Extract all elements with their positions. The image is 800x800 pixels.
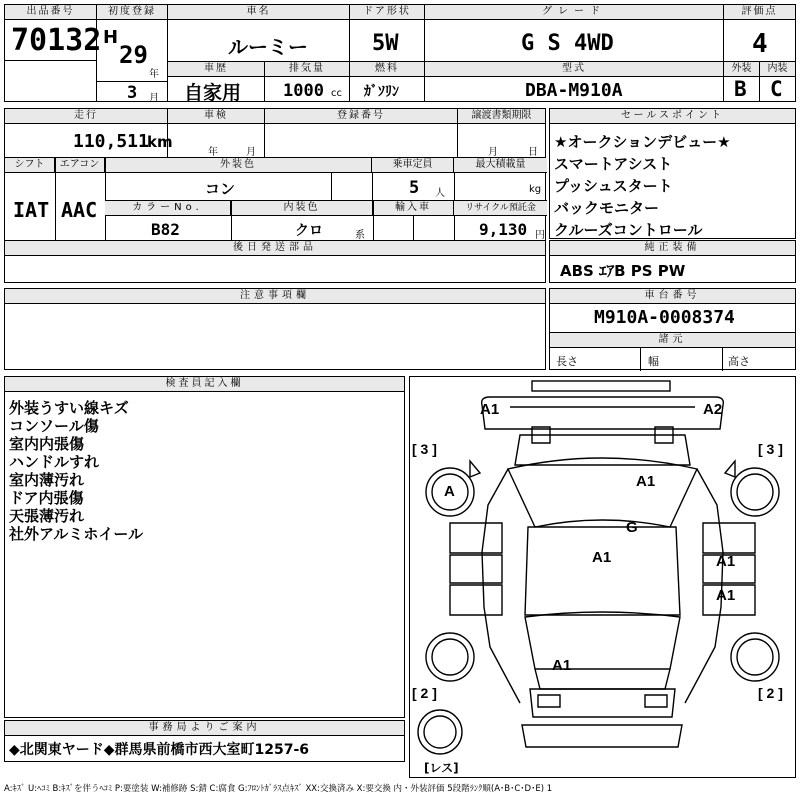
door-type: 5W bbox=[372, 31, 399, 56]
plate-box bbox=[264, 108, 458, 158]
door-box bbox=[349, 4, 425, 62]
capacity-unit: 人 bbox=[435, 188, 445, 199]
damage-mark: G bbox=[626, 519, 638, 536]
damage-mark: A1 bbox=[552, 657, 572, 674]
year-unit: 年 bbox=[149, 69, 159, 80]
seat-count-bracket: [ 2 ] bbox=[758, 685, 783, 701]
damage-mark: A2 bbox=[703, 401, 723, 418]
fuel: ｶﾞｿﾘﾝ bbox=[364, 84, 399, 100]
lot-number: 70132 bbox=[11, 23, 102, 58]
spec-length: 長さ bbox=[556, 355, 578, 368]
office-label: 事務局よりご案内 bbox=[5, 721, 404, 736]
model-box bbox=[424, 61, 724, 102]
damage-mark: A bbox=[444, 483, 455, 500]
damage-mark: A1 bbox=[716, 553, 736, 570]
import-label: 輸入車 bbox=[373, 201, 454, 216]
max-load-unit: kg bbox=[529, 184, 542, 195]
recycle-unit: 円 bbox=[535, 230, 545, 241]
damage-mark: A1 bbox=[636, 473, 656, 490]
mileage-unit: km bbox=[147, 133, 173, 151]
inspector-line: 室内内張傷 bbox=[9, 435, 85, 453]
inspector-line: ドア内張傷 bbox=[9, 489, 84, 507]
inspector-line: 外装うすい線キズ bbox=[9, 399, 129, 417]
mileage-label: 走行 bbox=[5, 109, 167, 124]
genuine-equipment: ABS ｴｱB PS PW bbox=[560, 262, 686, 280]
genuine-equipment-box bbox=[549, 240, 796, 283]
shift: IAT bbox=[13, 198, 50, 222]
inspection-month-unit: 月 bbox=[246, 147, 256, 158]
exterior-grade-box bbox=[723, 61, 760, 102]
mileage: 110,511 bbox=[73, 131, 149, 152]
sales-point-item: バックモニター bbox=[554, 199, 660, 217]
sales-point-item: ★オークションデビュー★ bbox=[554, 133, 731, 151]
score-box bbox=[723, 4, 796, 62]
seat-count-bracket: [ 3 ] bbox=[758, 441, 783, 457]
mileage-box bbox=[4, 108, 173, 158]
seat-count-bracket: [ 2 ] bbox=[412, 685, 437, 701]
car-name-label: 車名 bbox=[168, 5, 349, 20]
damage-mark: A1 bbox=[480, 401, 500, 418]
history-box bbox=[167, 61, 265, 102]
registration-year: 29 bbox=[119, 41, 148, 69]
later-parts-label: 後日発送部品 bbox=[5, 241, 545, 256]
ac-label: エアコン bbox=[55, 158, 105, 173]
spare-tire-label: [レス] bbox=[424, 761, 459, 775]
inspector-box bbox=[4, 376, 405, 718]
inspector-line: 室内薄汚れ bbox=[9, 471, 85, 489]
model: DBA-M910A bbox=[525, 80, 623, 101]
displacement-label: 排気量 bbox=[265, 62, 349, 77]
history-label: 車歴 bbox=[168, 62, 264, 77]
sales-points-label: セールスポイント bbox=[550, 109, 795, 124]
genuine-equipment-label: 純正装備 bbox=[550, 241, 795, 256]
car-diagram bbox=[410, 377, 795, 777]
transfer-month-unit: 月 bbox=[488, 147, 498, 158]
chassis-label: 車台番号 bbox=[550, 289, 795, 304]
lot-number-label: 出品番号 bbox=[5, 5, 96, 20]
inspector-line: ハンドルすれ bbox=[9, 453, 100, 471]
car-name: ルーミー bbox=[228, 35, 308, 59]
seat-count-bracket: [ 3 ] bbox=[412, 441, 437, 457]
damage-mark: A1 bbox=[716, 587, 736, 604]
month-unit: 月 bbox=[149, 93, 159, 104]
sales-point-item: プッシュスタート bbox=[554, 177, 673, 195]
lot-lower-box bbox=[4, 60, 97, 102]
plate-label: 登録番号 bbox=[265, 109, 457, 124]
later-parts-box bbox=[4, 240, 546, 283]
int-color: クロ bbox=[295, 223, 323, 239]
inspection-box bbox=[167, 108, 265, 158]
ext-color: コン bbox=[205, 180, 236, 198]
inspector-label: 検査員記入欄 bbox=[5, 377, 404, 392]
recycle: 9,130 bbox=[479, 220, 528, 239]
era-label: H bbox=[103, 27, 119, 48]
chassis-box bbox=[549, 288, 796, 370]
int-color-unit: 系 bbox=[355, 230, 365, 241]
first-registration-box bbox=[96, 4, 168, 102]
car-diagram-box bbox=[409, 376, 796, 778]
interior-grade: C bbox=[770, 77, 783, 101]
exterior-grade-label: 外装 bbox=[724, 62, 759, 77]
interior-grade-box bbox=[759, 61, 796, 102]
fuel-box bbox=[349, 61, 425, 102]
model-label: 型式 bbox=[425, 62, 723, 77]
capacity-label: 乗車定員 bbox=[372, 158, 454, 173]
spec-height: 高さ bbox=[728, 355, 750, 368]
sales-point-item: スマートアシスト bbox=[554, 155, 673, 173]
score-label: 評価点 bbox=[724, 5, 795, 20]
int-color-label: 内装色 bbox=[231, 201, 373, 216]
damage-mark: A1 bbox=[592, 549, 612, 566]
sales-point-item: クルーズコントロール bbox=[554, 221, 703, 239]
inspector-line: 天張薄汚れ bbox=[9, 507, 85, 525]
displacement-unit: cc bbox=[331, 88, 342, 99]
office-box bbox=[4, 720, 405, 762]
sales-points-box bbox=[549, 108, 796, 239]
grade-label: グレード bbox=[425, 5, 723, 20]
interior-grade-label: 内装 bbox=[760, 62, 795, 77]
car-name-box bbox=[167, 4, 350, 62]
specs-label: 諸元 bbox=[550, 332, 795, 348]
door-label: ドア形状 bbox=[350, 5, 424, 20]
recycle-label: リサイクル預託金 bbox=[454, 201, 547, 216]
registration-month: 3 bbox=[127, 83, 138, 103]
spec-width: 幅 bbox=[648, 355, 659, 368]
inspection-label: 車検 bbox=[168, 109, 264, 124]
max-load-label: 最大積載量 bbox=[454, 158, 547, 173]
fuel-label: 燃料 bbox=[350, 62, 424, 77]
notes-box bbox=[4, 288, 546, 370]
grade: G S 4WD bbox=[521, 31, 614, 56]
inspector-line: コンソール傷 bbox=[9, 417, 99, 435]
inspector-line: 社外アルミホイール bbox=[9, 525, 144, 543]
legend: A:ｷｽﾞ U:ﾍｺﾐ B:ｷｽﾞを伴うﾍｺﾐ P:要塗装 W:補修跡 S:錆 C:腐食 G:ﾌﾛﾝﾄｶﾞﾗｽ点ｷｽﾞ XX:交換済み X:要交換 内・外装評価 5段階ﾗﾝｸ順(A･B･C･D･E) 1 bbox=[4, 784, 553, 794]
office-text: ◆北関東ヤード◆群馬県前橋市西大室町1257-6 bbox=[9, 742, 310, 758]
ext-color-label: 外装色 bbox=[105, 158, 372, 173]
notes-label: 注意事項欄 bbox=[5, 289, 545, 304]
score: 4 bbox=[752, 29, 768, 59]
shift-label: シフト bbox=[5, 158, 55, 173]
exterior-grade: B bbox=[734, 77, 747, 101]
capacity: 5 bbox=[409, 178, 420, 198]
color-no-label: カラーNo. bbox=[105, 201, 231, 216]
first-registration-label: 初度登録 bbox=[97, 5, 167, 20]
ac: AAC bbox=[61, 198, 98, 222]
displacement: 1000 bbox=[283, 81, 324, 101]
inspection-year-unit: 年 bbox=[208, 147, 218, 158]
color-no: B82 bbox=[151, 220, 180, 239]
transfer-day-unit: 日 bbox=[528, 147, 538, 158]
displacement-box bbox=[264, 61, 350, 102]
lot-number-box bbox=[4, 4, 102, 61]
history: 自家用 bbox=[184, 82, 242, 104]
grade-box bbox=[424, 4, 724, 62]
transfer-label: 譲渡書類期限 bbox=[458, 109, 545, 124]
transfer-box bbox=[457, 108, 546, 158]
chassis-number: M910A-0008374 bbox=[594, 307, 735, 328]
row3-box bbox=[4, 157, 546, 241]
